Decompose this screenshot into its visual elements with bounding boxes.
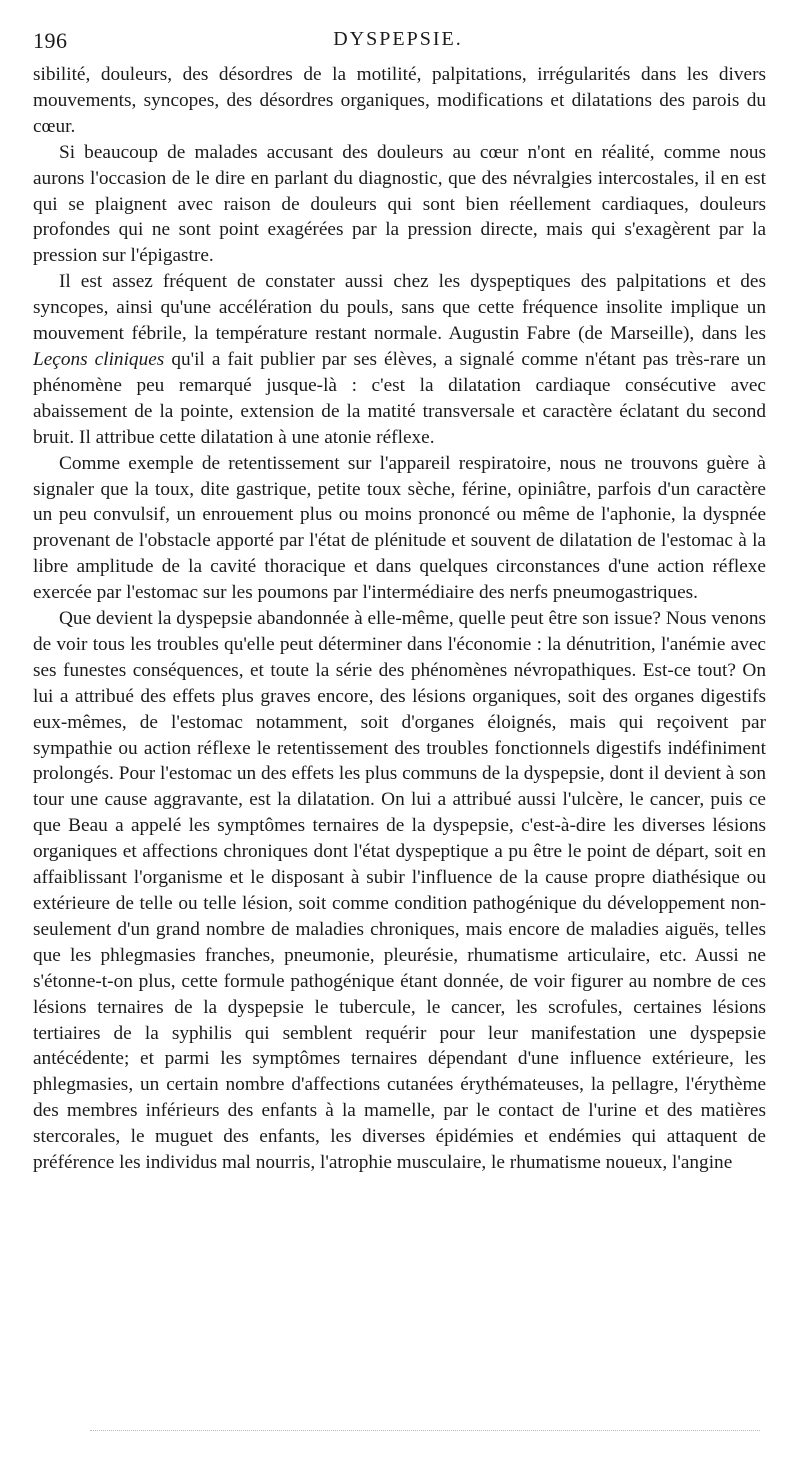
page-number: 196	[33, 28, 68, 53]
book-title-italic: Leçons cliniques	[33, 348, 165, 370]
paragraph-cardiac-pain: Si beaucoup de malades accusant des douleurs au cœur n'ont en réalité, comme nous aurons l'occasion de le dire en parlant du diagnostic, que des névralgies intercostales, il en est qui se plaignent avec raison de douleurs qui sont bien réellement cardiaques, douleurs profondes qui ne sont point exagérées par la pression directe, mais qui s'exagèrent par la pression sur l'épigastre.	[33, 141, 766, 267]
paragraph-text: qu'il a fait publier par ses élèves, a signalé comme n'étant pas très-rare un phénomène peu remarqué jusque-là : c'est la dilatation cardiaque consécutive avec abaissement de la pointe, extension de la matité transversale et caractère éclatant du second bruit. Il attribue cette dilatation à une atonie réflexe.	[33, 348, 766, 448]
paragraph-issue: Que devient la dyspepsie abandonnée à elle-même, quelle peut être son issue? Nous venons de voir tous les troubles qu'elle peut déterminer dans l'économie : la dénutrition, l'anémie avec ses funestes conséquences, et toute la série des phénomènes névropathiques. Est-ce tout? On lui a attribué des effets plus graves encore, des lésions organiques, soit des organes digestifs eux-mêmes, de l'estomac notamment, soit d'organes éloignés, mais qui reçoivent par sympathie ou action réflexe le retentissement des troubles fonctionnels digestifs indéfiniment prolongés. Pour l'estomac un des effets les plus communs de la dyspepsie, dont il devient à son tour une cause aggravante, est la dilatation. On lui a attribué aussi l'ulcère, le cancer, puis ce que Beau a appelé les symptômes ternaires de la dyspepsie, c'est-à-dire les diverses lésions organiques et affections chroniques dont l'état dyspeptique a pu être le point de départ, soit en affaiblissant l'organisme et le disposant à subir l'influence de la cause propre diathésique ou extérieure de telle ou telle lésion, soit comme condition pathogénique du développement non-seulement d'un grand nombre de maladies chroniques, mais encore de maladies aiguës, telles que les phlegmasies franches, pneumonie, pleurésie, rhumatisme articulaire, etc. Aussi ne s'étonne-t-on plus, cette formule pathogénique étant donnée, de voir figurer au nombre de ces lésions ternaires de la dyspepsie le tubercule, le cancer, les scrofules, certaines lésions tertiaires de la syphilis qui semblent requérir pour leur manifestation une dyspepsie antécédente; et parmi les symptômes ternaires dépendant d'une influence extérieure, les phlegmasies, un certain nombre d'affections cutanées érythémateuses, la pellagre, l'érythème des membres inférieurs des enfants à la mamelle, par le contact de l'urine et des matières stercorales, le muguet des enfants, les diverses épidémies et endémies qui attaquent de préférence les individus mal nourris, l'atrophie musculaire, le rhumatisme noueux, l'angine	[33, 608, 766, 1174]
body-text	[33, 62, 766, 1176]
page-header	[33, 28, 763, 58]
paragraph-respiratory: Comme exemple de retentissement sur l'appareil respiratoire, nous ne trouvons guère à signaler que la toux, dite gastrique, petite toux sèche, férine, opiniâtre, parfois d'un caractère un peu convulsif, un enrouement plus ou moins prononcé ou même de l'aphonie, la dyspnée provenant de l'obstacle apporté par l'état de plénitude et souvent de dilatation de l'estomac à la libre amplitude de la cavité thoracique et dans quelques circonstances d'une action réflexe exercée par l'estomac sur les poumons par l'intermédiaire des nerfs pneumogastriques.	[33, 452, 766, 604]
running-title: DYSPEPSIE.	[333, 28, 463, 50]
footer-rule	[90, 1430, 760, 1431]
paragraph-continuation: sibilité, douleurs, des désordres de la motilité, palpitations, irrégularités dans les divers mouvements, syncopes, des désordres organiques, modifications et dilatations des parois du cœur.	[33, 64, 766, 137]
paragraph-text: Il est assez fréquent de constater aussi chez les dyspeptiques des palpitations et des syncopes, ainsi qu'une accélération du pouls, sans que cette fréquence insolite implique un mouvement fébrile, la température restant normale. Augustin Fabre (de Marseille), dans les	[33, 271, 766, 345]
paragraph-palpitations	[33, 269, 766, 450]
